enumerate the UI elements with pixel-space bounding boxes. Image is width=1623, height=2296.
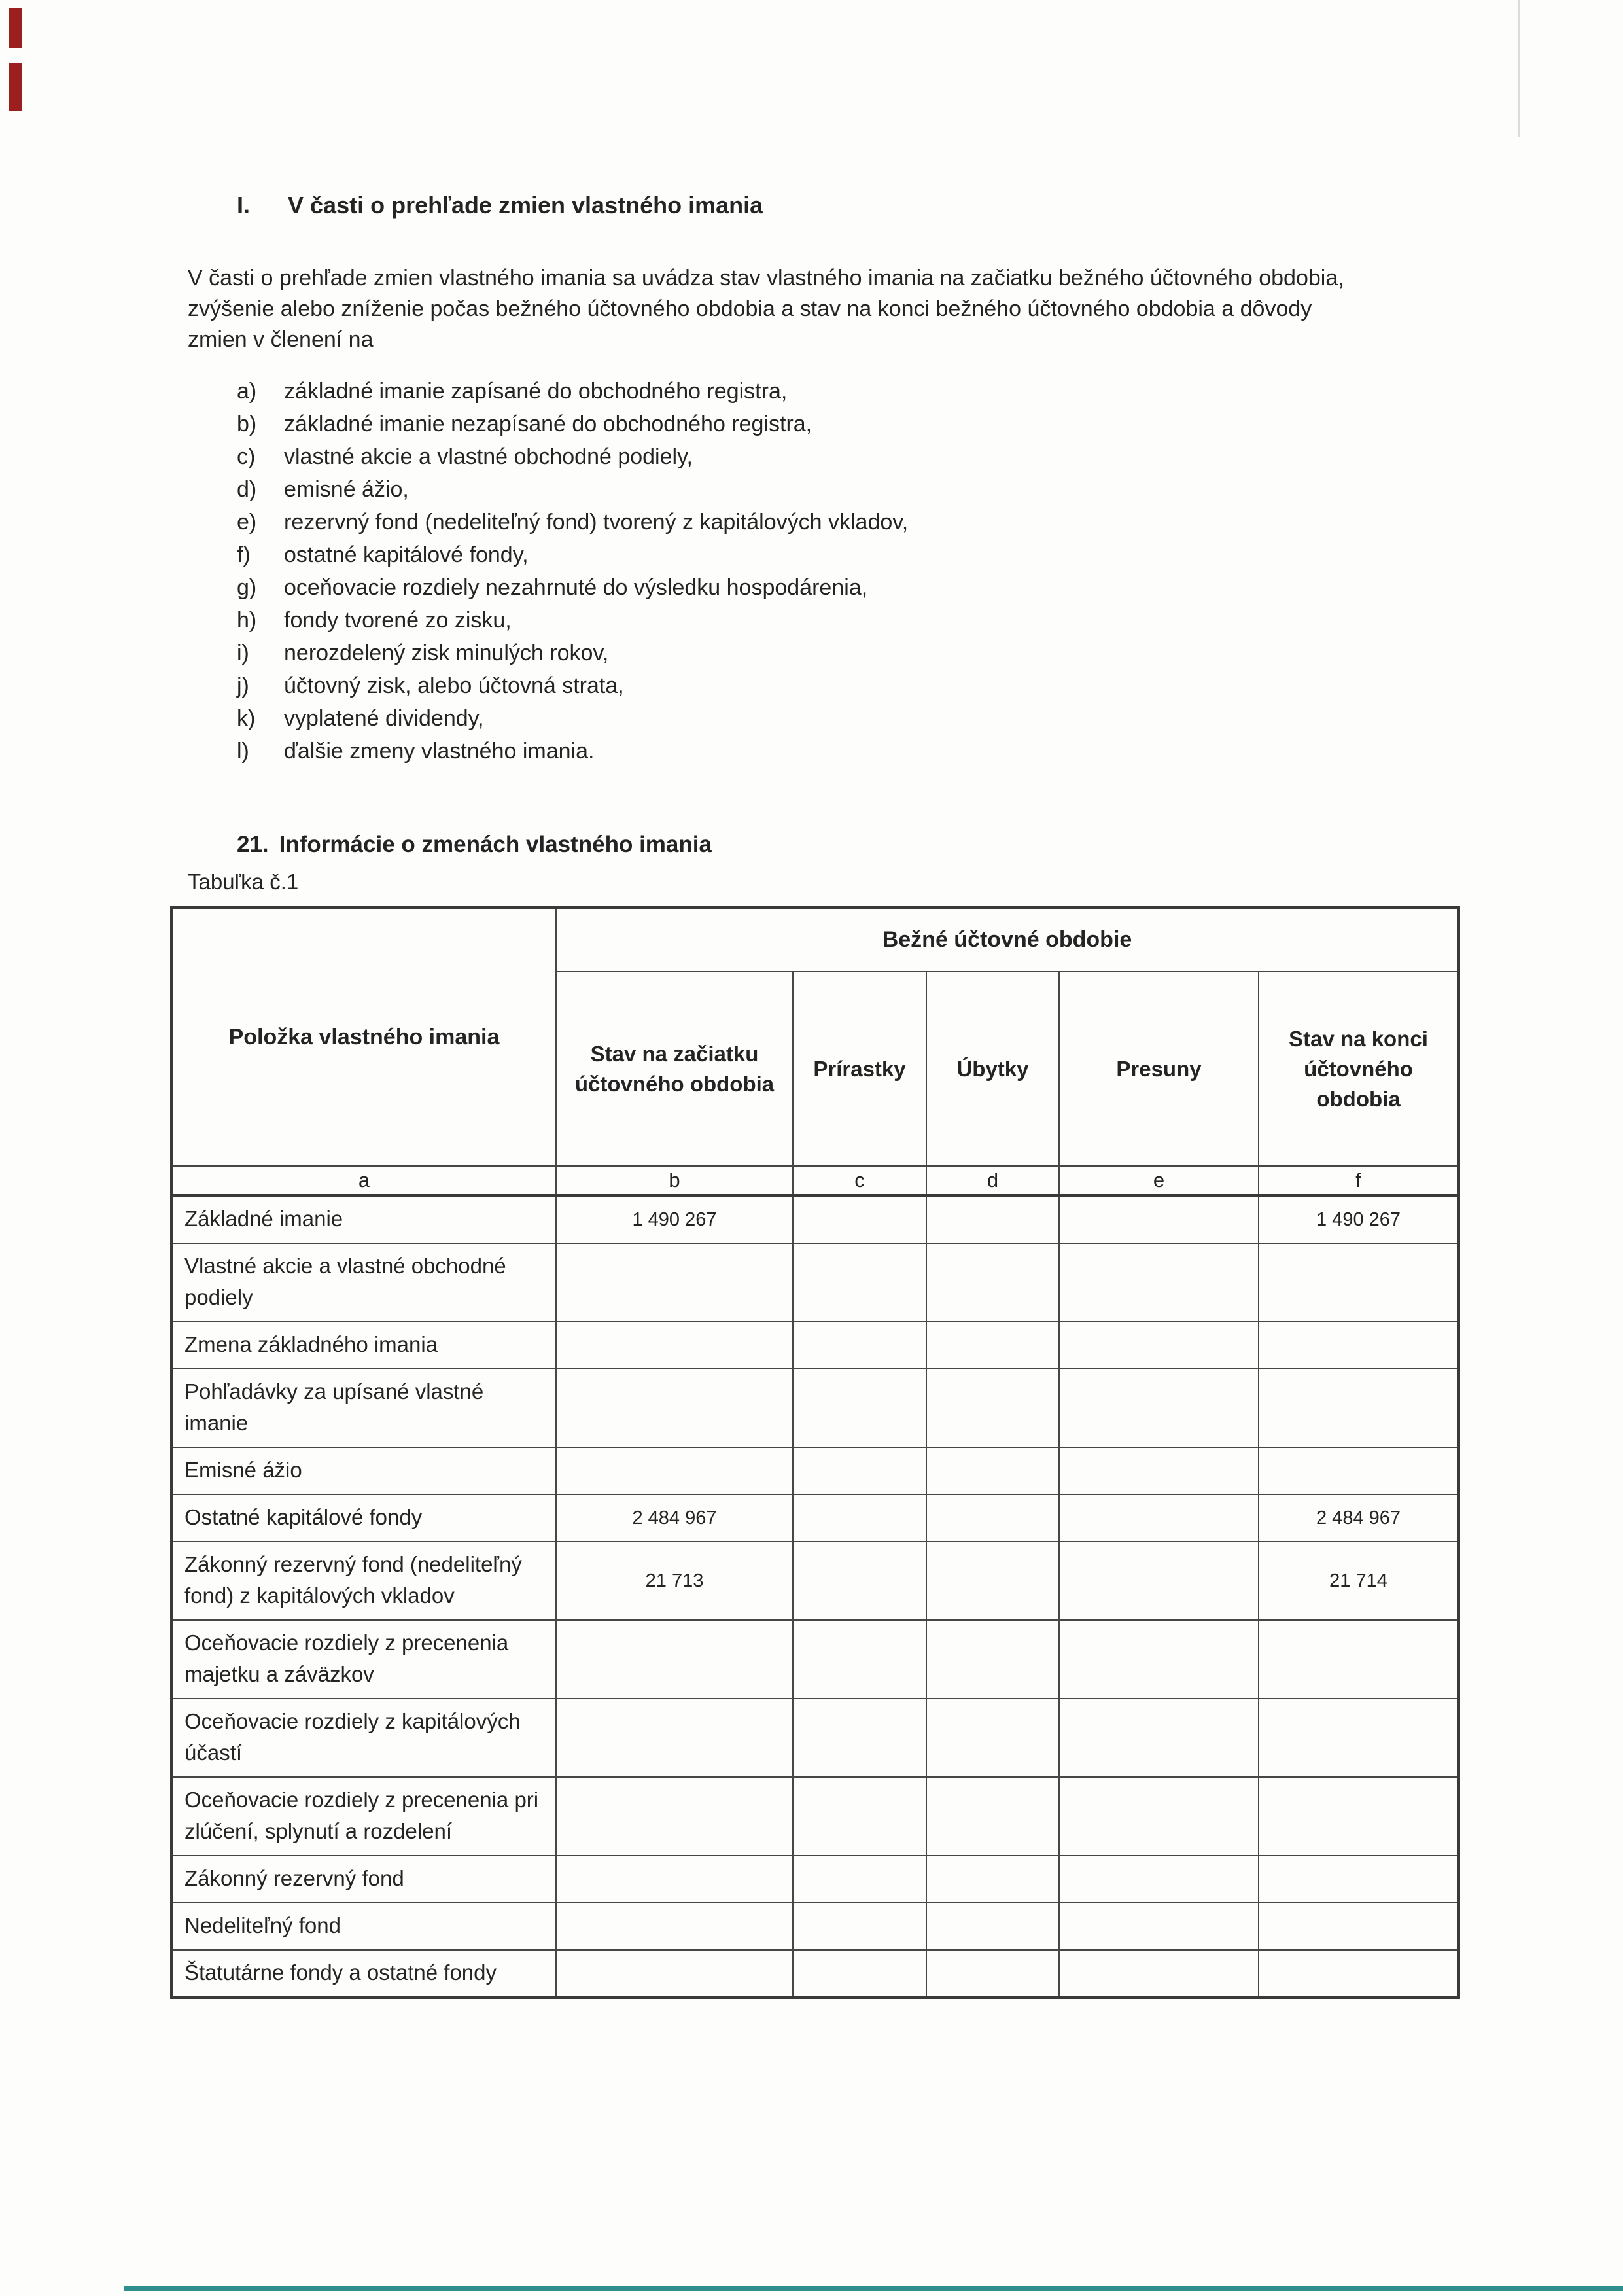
- row-value-cell: [926, 1620, 1059, 1699]
- row-value-cell: [926, 1856, 1059, 1903]
- row-value-cell: [926, 1243, 1059, 1322]
- row-value-cell: [793, 1542, 926, 1620]
- table-row: [171, 1699, 1459, 1777]
- row-value-cell: 1 490 267: [556, 1195, 793, 1243]
- row-value-cell: [1259, 1322, 1459, 1369]
- table-row: [171, 1322, 1459, 1369]
- row-value-cell: [793, 1620, 926, 1699]
- table-body: [171, 1195, 1459, 1998]
- row-label-cell: Vlastné akcie a vlastné obchodné podiely: [171, 1243, 556, 1322]
- row-value-cell: [793, 1195, 926, 1243]
- row-value-cell: [793, 1950, 926, 1998]
- list-item-letter: f): [237, 542, 251, 567]
- row-value-cell: [793, 1447, 926, 1494]
- row-value-cell: [926, 1950, 1059, 1998]
- row-value-cell: [926, 1447, 1059, 1494]
- column-header-d: Úbytky: [926, 972, 1059, 1166]
- row-label-cell: Oceňovacie rozdiely z precenenia pri zlúčení, splynutí a rozdelení: [171, 1777, 556, 1856]
- list-item-letter: g): [237, 575, 257, 600]
- list-item-text: oceňovacie rozdiely nezahrnuté do výsledku hospodárenia,: [284, 575, 868, 600]
- column-header-a: Položka vlastného imania: [171, 908, 556, 1166]
- list-item-text: nerozdelený zisk minulých rokov,: [284, 641, 609, 665]
- row-value-cell: [1059, 1542, 1259, 1620]
- intro-paragraph: V časti o prehľade zmien vlastného imania sa uvádza stav vlastného imania na začiatku bežného účtovného obdobia, zvýšenie alebo zníženie počas bežného účtovného obdobia a stav na konci bežného účtovného obdobia a dôvody zmien v členení na: [188, 266, 1344, 352]
- section-title: V časti o prehľade zmien vlastného imania: [288, 192, 763, 219]
- scan-artifact-red-mark: [9, 63, 22, 111]
- row-value-cell: [793, 1369, 926, 1447]
- column-letter-a: a: [171, 1166, 556, 1195]
- row-value-cell: [556, 1950, 793, 1998]
- row-value-cell: 21 713: [556, 1542, 793, 1620]
- row-value-cell: [793, 1777, 926, 1856]
- row-label-cell: Ostatné kapitálové fondy: [171, 1494, 556, 1542]
- list-item-text: ďalšie zmeny vlastného imania.: [284, 739, 595, 764]
- list-item-letter: k): [237, 706, 256, 731]
- column-header-c: Prírastky: [793, 972, 926, 1166]
- row-value-cell: [556, 1369, 793, 1447]
- list-item-letter: e): [237, 510, 257, 535]
- list-item-text: základné imanie zapísané do obchodného registra,: [284, 379, 788, 404]
- row-value-cell: [793, 1699, 926, 1777]
- column-header-b: Stav na začiatku účtovného obdobia: [556, 972, 793, 1166]
- column-letter-e: e: [1059, 1166, 1259, 1195]
- group-header: Bežné účtovné obdobie: [556, 908, 1459, 972]
- list-item: [237, 735, 1462, 768]
- row-label-cell: Oceňovacie rozdiely z precenenia majetku a záväzkov: [171, 1620, 556, 1699]
- table-row: [171, 1856, 1459, 1903]
- row-value-cell: [926, 1369, 1059, 1447]
- subsection-title: Informácie o zmenách vlastného imania: [279, 832, 712, 857]
- list-item: [237, 506, 1462, 539]
- row-value-cell: [556, 1322, 793, 1369]
- scan-artifact-red-mark: [9, 8, 22, 48]
- table-row: [171, 1950, 1459, 1998]
- list-item-letter: j): [237, 673, 249, 698]
- row-value-cell: 1 490 267: [1259, 1195, 1459, 1243]
- column-letter-f: f: [1259, 1166, 1459, 1195]
- column-header-e: Presuny: [1059, 972, 1259, 1166]
- row-value-cell: [1259, 1447, 1459, 1494]
- section-number: I.: [237, 192, 251, 219]
- list-item: [237, 539, 1462, 571]
- row-label-cell: Pohľadávky za upísané vlastné imanie: [171, 1369, 556, 1447]
- row-value-cell: [1259, 1243, 1459, 1322]
- row-value-cell: [1259, 1620, 1459, 1699]
- document-content: [170, 191, 1462, 1999]
- table-row: [171, 1903, 1459, 1950]
- table-row: [171, 1369, 1459, 1447]
- column-letter-b: b: [556, 1166, 793, 1195]
- list-item-letter: b): [237, 412, 257, 436]
- row-value-cell: [1059, 1322, 1259, 1369]
- list-item-text: emisné ážio,: [284, 477, 409, 502]
- row-value-cell: [1059, 1903, 1259, 1950]
- row-value-cell: [1059, 1369, 1259, 1447]
- list-item: [237, 375, 1462, 408]
- row-label-cell: Zmena základného imania: [171, 1322, 556, 1369]
- table-row: [171, 1542, 1459, 1620]
- column-letter-d: d: [926, 1166, 1059, 1195]
- table-row: [171, 1447, 1459, 1494]
- column-letters-row: [171, 1166, 1459, 1195]
- row-value-cell: 2 484 967: [1259, 1494, 1459, 1542]
- row-value-cell: [1059, 1856, 1259, 1903]
- scan-artifact-bottom-line: [124, 2286, 1623, 2291]
- list-item-text: účtovný zisk, alebo účtovná strata,: [284, 673, 624, 698]
- row-label-cell: Zákonný rezervný fond: [171, 1856, 556, 1903]
- list-item: [237, 408, 1462, 440]
- row-value-cell: [926, 1322, 1059, 1369]
- list-item: [237, 702, 1462, 735]
- row-value-cell: [1059, 1243, 1259, 1322]
- row-value-cell: [793, 1494, 926, 1542]
- row-value-cell: [793, 1903, 926, 1950]
- list-item-text: základné imanie nezapísané do obchodného registra,: [284, 412, 812, 436]
- row-value-cell: [926, 1542, 1059, 1620]
- list-item-text: vyplatené dividendy,: [284, 706, 484, 731]
- list-item-letter: l): [237, 739, 249, 764]
- row-value-cell: 21 714: [1259, 1542, 1459, 1620]
- row-value-cell: [556, 1903, 793, 1950]
- list-item-text: ostatné kapitálové fondy,: [284, 542, 529, 567]
- equity-changes-table: [170, 906, 1460, 1999]
- table-row: [171, 1195, 1459, 1243]
- row-value-cell: [926, 1777, 1059, 1856]
- row-value-cell: [1259, 1950, 1459, 1998]
- row-value-cell: [793, 1322, 926, 1369]
- list-item: [237, 604, 1462, 637]
- list-item-text: vlastné akcie a vlastné obchodné podiely,: [284, 444, 693, 469]
- row-value-cell: [1059, 1777, 1259, 1856]
- row-value-cell: [556, 1620, 793, 1699]
- list-item-text: fondy tvorené zo zisku,: [284, 608, 512, 633]
- list-item-letter: d): [237, 477, 257, 502]
- row-value-cell: [926, 1195, 1059, 1243]
- row-value-cell: [556, 1243, 793, 1322]
- row-label-cell: Štatutárne fondy a ostatné fondy: [171, 1950, 556, 1998]
- table-row: [171, 1777, 1459, 1856]
- list-item: [237, 637, 1462, 669]
- list-item-letter: i): [237, 641, 249, 665]
- list-item-letter: h): [237, 608, 257, 633]
- row-label-cell: Oceňovacie rozdiely z kapitálových účastí: [171, 1699, 556, 1777]
- row-value-cell: [1059, 1699, 1259, 1777]
- list-item: [237, 473, 1462, 506]
- table-row: [171, 1494, 1459, 1542]
- table-caption: Tabuľka č.1: [188, 870, 299, 894]
- row-value-cell: [926, 1903, 1059, 1950]
- list-item: [237, 440, 1462, 473]
- list-item: [237, 571, 1462, 604]
- row-value-cell: [556, 1856, 793, 1903]
- row-value-cell: [793, 1856, 926, 1903]
- subsection-number: 21.: [237, 832, 269, 857]
- group-header-row: [171, 908, 1459, 972]
- row-value-cell: [556, 1777, 793, 1856]
- list-item-letter: a): [237, 379, 257, 404]
- row-value-cell: 2 484 967: [556, 1494, 793, 1542]
- scan-artifact-vertical-line: [1518, 0, 1520, 137]
- row-value-cell: [1059, 1494, 1259, 1542]
- row-value-cell: [1059, 1620, 1259, 1699]
- row-value-cell: [1259, 1369, 1459, 1447]
- list-item-text: rezervný fond (nedeliteľný fond) tvorený z kapitálových vkladov,: [284, 510, 909, 535]
- list-item-letter: c): [237, 444, 256, 469]
- row-value-cell: [793, 1243, 926, 1322]
- row-value-cell: [926, 1699, 1059, 1777]
- row-label-cell: Základné imanie: [171, 1195, 556, 1243]
- column-header-f: Stav na konci účtovného obdobia: [1259, 972, 1459, 1166]
- row-value-cell: [1059, 1195, 1259, 1243]
- row-value-cell: [1059, 1447, 1259, 1494]
- subsection-heading: [237, 830, 1462, 859]
- row-label-cell: Nedeliteľný fond: [171, 1903, 556, 1950]
- row-label-cell: Zákonný rezervný fond (nedeliteľný fond) z kapitálových vkladov: [171, 1542, 556, 1620]
- row-value-cell: [1259, 1777, 1459, 1856]
- row-value-cell: [556, 1447, 793, 1494]
- column-letter-c: c: [793, 1166, 926, 1195]
- row-value-cell: [1259, 1856, 1459, 1903]
- letter-list: [237, 375, 1462, 768]
- row-value-cell: [1259, 1903, 1459, 1950]
- table-row: [171, 1620, 1459, 1699]
- table-row: [171, 1243, 1459, 1322]
- row-value-cell: [926, 1494, 1059, 1542]
- row-value-cell: [1259, 1699, 1459, 1777]
- section-heading: [237, 191, 1462, 220]
- list-item: [237, 669, 1462, 702]
- row-value-cell: [556, 1699, 793, 1777]
- row-value-cell: [1059, 1950, 1259, 1998]
- row-label-cell: Emisné ážio: [171, 1447, 556, 1494]
